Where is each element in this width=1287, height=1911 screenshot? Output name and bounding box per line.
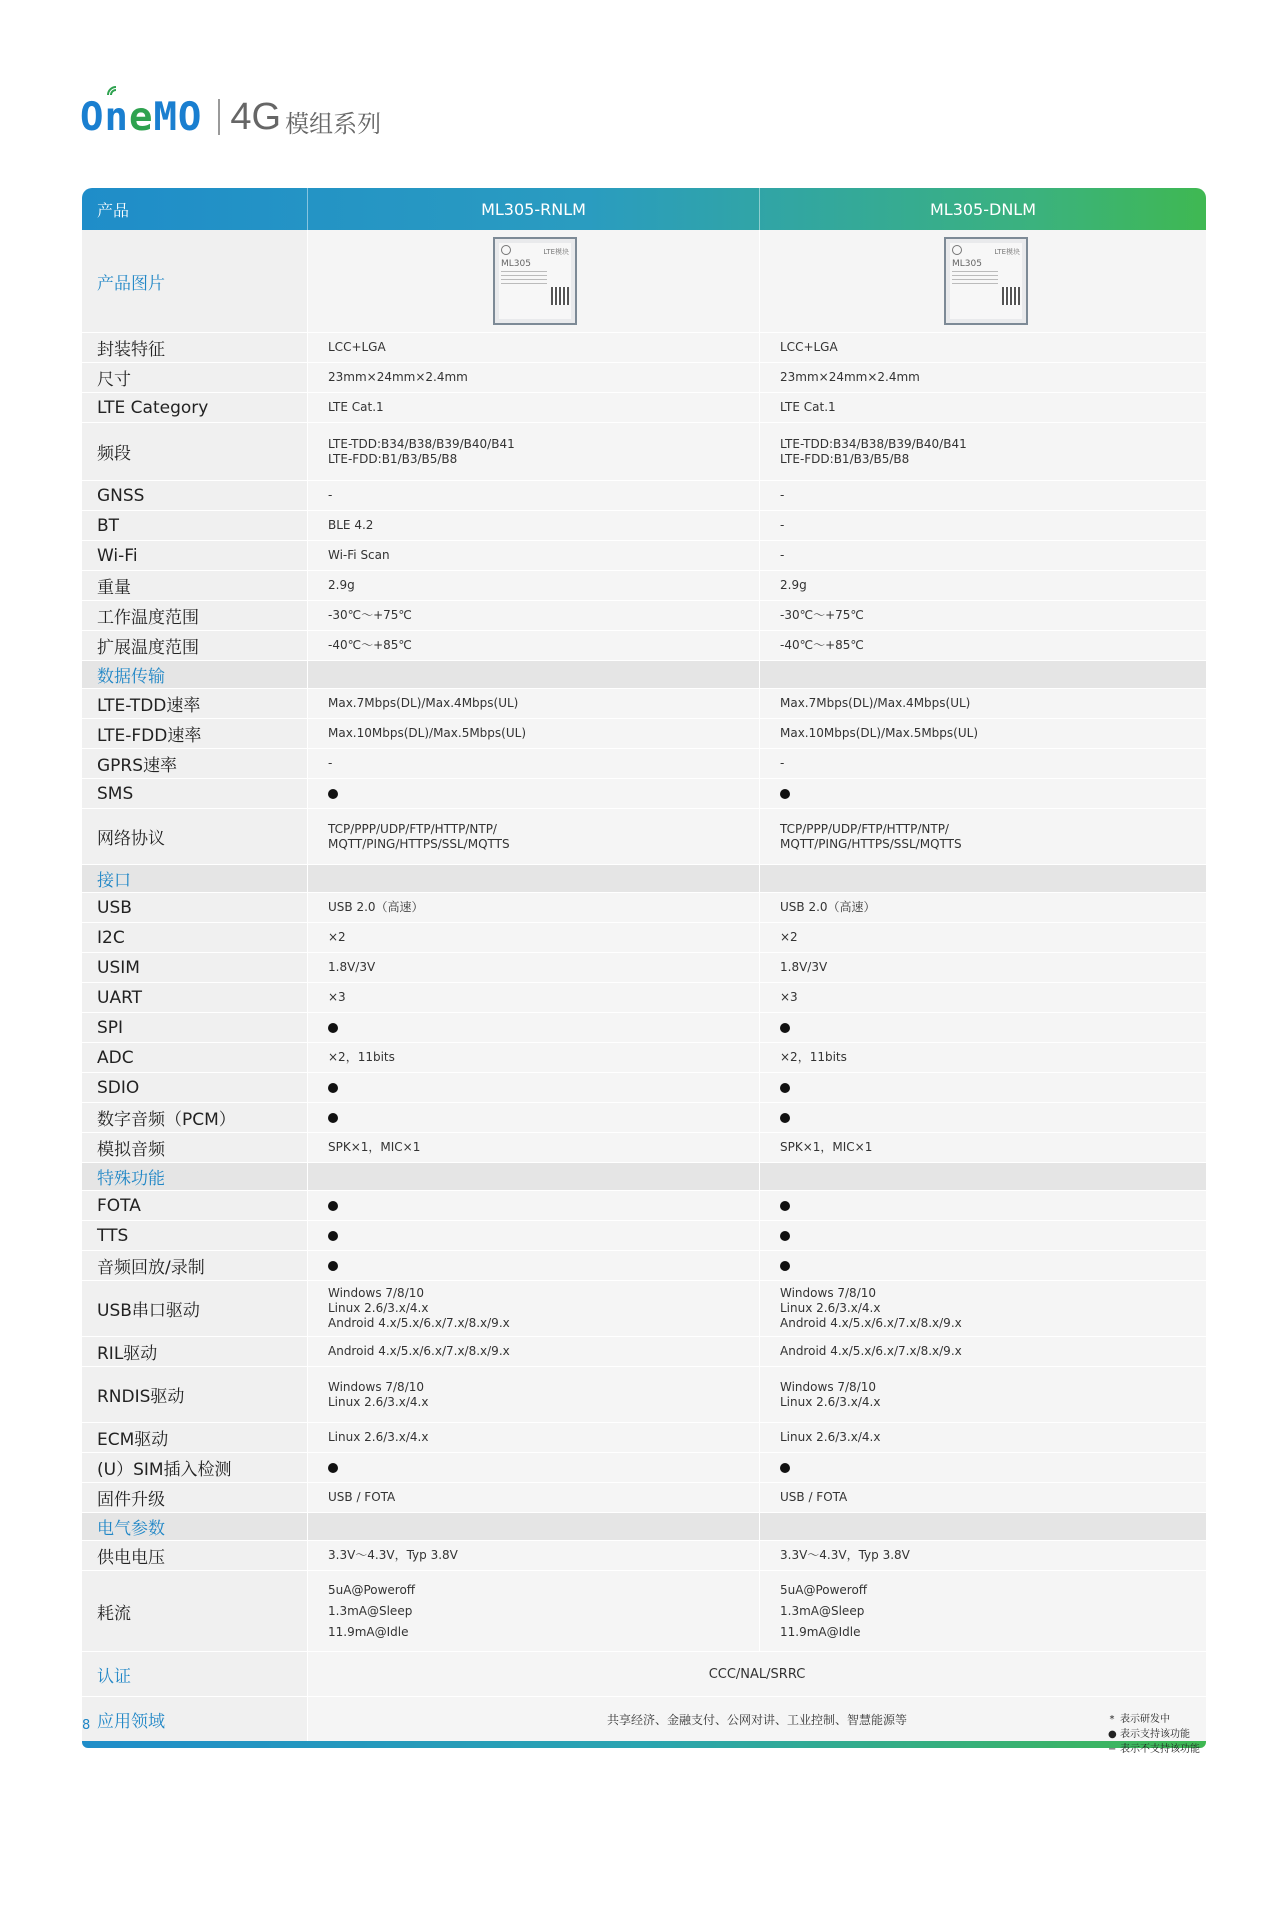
row-label: LTE-TDD速率 [82, 689, 307, 718]
cell-a: LCC+LGA [307, 333, 759, 362]
table-row [82, 1453, 1206, 1483]
cell-line: Linux 2.6/3.x/4.x [328, 1394, 429, 1409]
supported-dot-icon [328, 789, 338, 799]
row-label: 频段 [82, 423, 307, 480]
cell-line: LTE-FDD:B1/B3/B5/B8 [780, 451, 910, 466]
row-label: 网络协议 [82, 809, 307, 864]
cell-line: TCP/PPP/UDP/FTP/HTTP/NTP/ [780, 821, 949, 836]
cell-line: TCP/PPP/UDP/FTP/HTTP/NTP/ [328, 821, 497, 836]
cell-a [307, 1453, 759, 1482]
cell-a [307, 779, 759, 808]
section-title: 数据传输 [82, 661, 307, 688]
cell-b: Android 4.x/5.x/6.x/7.x/8.x/9.x [759, 1337, 1206, 1366]
table-row [82, 481, 1206, 511]
cell-b: - [759, 749, 1206, 778]
cell-b: -40℃～+85℃ [759, 631, 1206, 660]
legend-symbol: − [1108, 1744, 1117, 1755]
cell-b: - [759, 481, 1206, 510]
cell-a: 1.8V/3V [307, 953, 759, 982]
supported-dot-icon [328, 1201, 338, 1211]
header-divider [218, 99, 220, 135]
supported-dot-icon [780, 1083, 790, 1093]
cell-line: Windows 7/8/10 [328, 1286, 425, 1300]
legend-item [1108, 1742, 1200, 1757]
cell-b: 1.8V/3V [759, 953, 1206, 982]
row-label: 封装特征 [82, 333, 307, 362]
row-label: GPRS速率 [82, 749, 307, 778]
cell-line: 1.3mA@Sleep [328, 1603, 413, 1618]
cell-a: Wi-Fi Scan [307, 541, 759, 570]
chip-brand: LTE模块 [543, 248, 569, 256]
table-row [82, 1571, 1206, 1652]
cell-a: - [307, 481, 759, 510]
supported-dot-icon [328, 1261, 338, 1271]
cell-a: Max.7Mbps(DL)/Max.4Mbps(UL) [307, 689, 759, 718]
section-header-electrical [82, 1513, 1206, 1541]
product-image-a [307, 230, 759, 332]
row-label: BT [82, 511, 307, 540]
table-row [82, 631, 1206, 661]
cell-a [307, 1571, 759, 1651]
row-label: SMS [82, 779, 307, 808]
row-label: RNDIS驱动 [82, 1367, 307, 1422]
table-row [82, 1133, 1206, 1163]
supported-dot-icon [780, 1231, 790, 1241]
cell-b [759, 1103, 1206, 1132]
china-mobile-logo-icon [501, 245, 511, 255]
row-label: 扩展温度范围 [82, 631, 307, 660]
chip-model: ML305 [501, 259, 531, 269]
row-label: LTE-FDD速率 [82, 719, 307, 748]
row-label: SDIO [82, 1073, 307, 1102]
cell-b [759, 1281, 1206, 1336]
cell-line: Linux 2.6/3.x/4.x [780, 1301, 881, 1315]
signal-icon [106, 85, 118, 97]
row-label: 产品图片 [82, 230, 307, 332]
cell-b: 3.3V～4.3V，Typ 3.8V [759, 1541, 1206, 1570]
cell-a [307, 1281, 759, 1336]
cell-b: 2.9g [759, 571, 1206, 600]
cell-b [759, 423, 1206, 480]
cell-b: - [759, 511, 1206, 540]
cell-b: LTE Cat.1 [759, 393, 1206, 422]
supported-dot-icon [780, 1113, 790, 1123]
row-label: 重量 [82, 571, 307, 600]
table-row [82, 1541, 1206, 1571]
cell-a [307, 423, 759, 480]
series-title: 4G [230, 95, 282, 138]
table-row [82, 1013, 1206, 1043]
table-row [82, 1221, 1206, 1251]
cell-a [307, 809, 759, 864]
cell-a: -30℃～+75℃ [307, 601, 759, 630]
table-row [82, 423, 1206, 481]
header-model-b: ML305-DNLM [759, 188, 1206, 230]
supported-dot-icon [328, 1023, 338, 1033]
cell-line: LTE-FDD:B1/B3/B5/B8 [328, 451, 458, 466]
table-row [82, 1281, 1206, 1337]
cell-a [307, 1367, 759, 1422]
table-row [82, 333, 1206, 363]
table-row [82, 749, 1206, 779]
table-header [82, 188, 1206, 230]
legend-text: 表示研发中 [1120, 1714, 1170, 1725]
cell-b: -30℃～+75℃ [759, 601, 1206, 630]
row-label: 固件升级 [82, 1483, 307, 1512]
logo-text-part2: e [128, 94, 154, 140]
cell-b [759, 1073, 1206, 1102]
cell-a: ×3 [307, 983, 759, 1012]
legend-item [1108, 1712, 1200, 1727]
cell-line: 11.9mA@Idle [780, 1624, 861, 1639]
cell-b [759, 1221, 1206, 1250]
module-chip-image [944, 237, 1028, 325]
cell-a: ×2，11bits [307, 1043, 759, 1072]
supported-dot-icon [328, 1083, 338, 1093]
table-row [82, 719, 1206, 749]
table-row [82, 779, 1206, 809]
supported-dot-icon [780, 1201, 790, 1211]
cell-b: - [759, 541, 1206, 570]
row-label: I2C [82, 923, 307, 952]
cell-b [759, 1367, 1206, 1422]
cell-b: USB / FOTA [759, 1483, 1206, 1512]
page-number: 8 [82, 1718, 91, 1733]
cell-line: LTE-TDD:B34/B38/B39/B40/B41 [328, 436, 515, 451]
table-row-certification [82, 1652, 1206, 1697]
cell-b: 23mm×24mm×2.4mm [759, 363, 1206, 392]
table-row [82, 393, 1206, 423]
supported-dot-icon [780, 1023, 790, 1033]
legend-symbol: ● [1108, 1729, 1117, 1740]
legend-text: 表示不支持该功能 [1120, 1744, 1200, 1755]
logo-text-part1: On [80, 94, 129, 140]
cell-a: - [307, 749, 759, 778]
cell-a: 2.9g [307, 571, 759, 600]
cell-a [307, 1013, 759, 1042]
section-title: 电气参数 [82, 1513, 307, 1540]
supported-dot-icon [328, 1463, 338, 1473]
legend-text: 表示支持该功能 [1120, 1729, 1190, 1740]
row-label: SPI [82, 1013, 307, 1042]
row-label: ADC [82, 1043, 307, 1072]
table-row [82, 601, 1206, 631]
cell-a: ×2 [307, 923, 759, 952]
table-row-application [82, 1697, 1206, 1741]
cell-line: 11.9mA@Idle [328, 1624, 409, 1639]
cell-a: -40℃～+85℃ [307, 631, 759, 660]
table-row [82, 1043, 1206, 1073]
cell-line: LTE-TDD:B34/B38/B39/B40/B41 [780, 436, 967, 451]
section-title: 特殊功能 [82, 1163, 307, 1190]
chip-brand: LTE模块 [994, 248, 1020, 256]
cell-a [307, 1103, 759, 1132]
row-label: LTE Category [82, 393, 307, 422]
qr-code-icon [1002, 287, 1020, 305]
row-label: 模拟音频 [82, 1133, 307, 1162]
cell-b: Max.10Mbps(DL)/Max.5Mbps(UL) [759, 719, 1206, 748]
chip-model: ML305 [952, 259, 982, 269]
row-label: Wi-Fi [82, 541, 307, 570]
cell-b: LCC+LGA [759, 333, 1206, 362]
cell-a: 23mm×24mm×2.4mm [307, 363, 759, 392]
qr-code-icon [551, 287, 569, 305]
cert-value: CCC/NAL/SRRC [307, 1652, 1206, 1696]
cell-b [759, 809, 1206, 864]
cell-a [307, 1191, 759, 1220]
table-row [82, 1483, 1206, 1513]
cell-a: 3.3V～4.3V，Typ 3.8V [307, 1541, 759, 1570]
cell-line: 5uA@Poweroff [780, 1582, 868, 1597]
cell-b [759, 1571, 1206, 1651]
supported-dot-icon [780, 1261, 790, 1271]
cell-b: ×2，11bits [759, 1043, 1206, 1072]
cell-a: BLE 4.2 [307, 511, 759, 540]
table-row [82, 1191, 1206, 1221]
header-model-a: ML305-RNLM [307, 188, 759, 230]
supported-dot-icon [780, 789, 790, 799]
cell-a [307, 1073, 759, 1102]
cell-b [759, 1013, 1206, 1042]
cell-b [759, 1453, 1206, 1482]
spec-table [82, 188, 1206, 1748]
cell-b: ×2 [759, 923, 1206, 952]
cell-a: Android 4.x/5.x/6.x/7.x/8.x/9.x [307, 1337, 759, 1366]
cell-line: Linux 2.6/3.x/4.x [328, 1301, 429, 1315]
row-label: (U）SIM插入检测 [82, 1453, 307, 1482]
table-row [82, 1103, 1206, 1133]
section-title: 接口 [82, 865, 307, 892]
table-row [82, 923, 1206, 953]
cell-line: Android 4.x/5.x/6.x/7.x/8.x/9.x [328, 1316, 510, 1330]
supported-dot-icon [780, 1463, 790, 1473]
table-row [82, 1251, 1206, 1281]
table-row [82, 511, 1206, 541]
logo-text-part3: MO [153, 94, 203, 140]
cell-b: SPK×1，MIC×1 [759, 1133, 1206, 1162]
table-bottom-bar [82, 1741, 1206, 1748]
series-subtitle: 模组系列 [285, 109, 382, 138]
cell-line: Android 4.x/5.x/6.x/7.x/8.x/9.x [780, 1316, 962, 1330]
row-label: USIM [82, 953, 307, 982]
row-label: 尺寸 [82, 363, 307, 392]
cell-a: Max.10Mbps(DL)/Max.5Mbps(UL) [307, 719, 759, 748]
product-image-b [759, 230, 1206, 332]
cell-a: USB / FOTA [307, 1483, 759, 1512]
cell-a [307, 1251, 759, 1280]
table-row [82, 893, 1206, 923]
cell-line: 1.3mA@Sleep [780, 1603, 865, 1618]
row-label: ECM驱动 [82, 1423, 307, 1452]
application-value: 共享经济、金融支付、公网对讲、工业控制、智慧能源等 [307, 1697, 1206, 1741]
table-row [82, 1423, 1206, 1453]
onemo-logo [80, 95, 202, 140]
row-label: TTS [82, 1221, 307, 1250]
section-header-data [82, 661, 1206, 689]
cell-a: USB 2.0（高速） [307, 893, 759, 922]
cell-a: SPK×1，MIC×1 [307, 1133, 759, 1162]
row-label: 供电电压 [82, 1541, 307, 1570]
cell-line: Windows 7/8/10 [328, 1379, 425, 1394]
row-label: 认证 [82, 1652, 307, 1696]
table-row [82, 689, 1206, 719]
row-label: FOTA [82, 1191, 307, 1220]
table-row [82, 1367, 1206, 1423]
cell-a: LTE Cat.1 [307, 393, 759, 422]
row-label: RIL驱动 [82, 1337, 307, 1366]
table-row [82, 1073, 1206, 1103]
row-label: 应用领域 [82, 1697, 307, 1741]
cell-line: 5uA@Poweroff [328, 1582, 416, 1597]
table-row [82, 571, 1206, 601]
supported-dot-icon [328, 1231, 338, 1241]
table-row [82, 541, 1206, 571]
table-row [82, 1337, 1206, 1367]
cell-line: Windows 7/8/10 [780, 1286, 877, 1300]
module-chip-image [493, 237, 577, 325]
cell-b [759, 1191, 1206, 1220]
row-label: 耗流 [82, 1571, 307, 1651]
section-header-interface [82, 865, 1206, 893]
section-header-special [82, 1163, 1206, 1191]
legend-item [1108, 1727, 1200, 1742]
cell-b [759, 1251, 1206, 1280]
row-label: 工作温度范围 [82, 601, 307, 630]
cell-a: Linux 2.6/3.x/4.x [307, 1423, 759, 1452]
table-row [82, 953, 1206, 983]
cell-line: MQTT/PING/HTTPS/SSL/MQTTS [780, 836, 962, 851]
row-label: 音频回放/录制 [82, 1251, 307, 1280]
cell-b: ×3 [759, 983, 1206, 1012]
cell-b: Linux 2.6/3.x/4.x [759, 1423, 1206, 1452]
row-label: USB串口驱动 [82, 1281, 307, 1336]
china-mobile-logo-icon [952, 245, 962, 255]
row-label: GNSS [82, 481, 307, 510]
cell-b: Max.7Mbps(DL)/Max.4Mbps(UL) [759, 689, 1206, 718]
row-label: UART [82, 983, 307, 1012]
cell-a [307, 1221, 759, 1250]
header-product-label: 产品 [97, 200, 130, 220]
row-label: 数字音频（PCM） [82, 1103, 307, 1132]
legend-symbol: * [1109, 1714, 1115, 1725]
cell-line: MQTT/PING/HTTPS/SSL/MQTTS [328, 836, 510, 851]
cell-line: Windows 7/8/10 [780, 1379, 877, 1394]
row-label: USB [82, 893, 307, 922]
legend [1108, 1712, 1200, 1757]
table-row [82, 983, 1206, 1013]
cell-b: USB 2.0（高速） [759, 893, 1206, 922]
page-header [80, 92, 381, 142]
supported-dot-icon [328, 1113, 338, 1123]
cell-b [759, 779, 1206, 808]
cell-line: Linux 2.6/3.x/4.x [780, 1394, 881, 1409]
table-row [82, 363, 1206, 393]
table-row [82, 809, 1206, 865]
table-row-image [82, 230, 1206, 333]
